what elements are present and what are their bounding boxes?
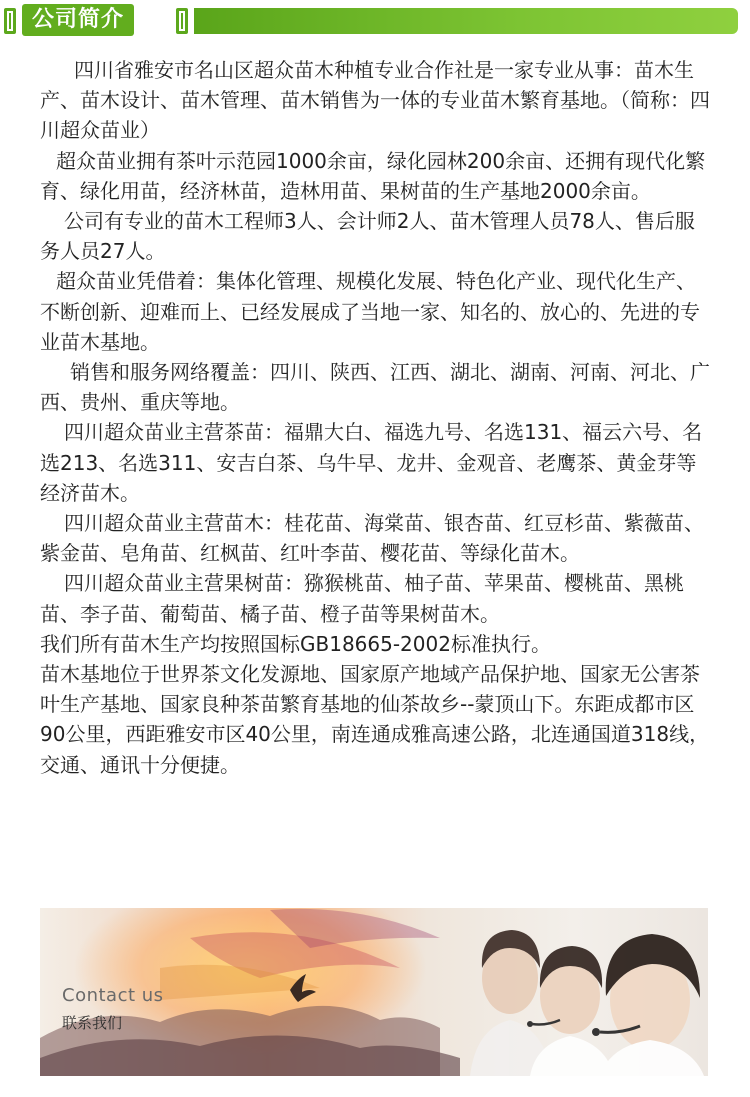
company-intro-text (40, 55, 712, 780)
header-left-marker (4, 8, 16, 34)
paragraph-strengths: 超众苗业凭借着：集体化管理、规模化发展、特色化产业、现代化生产、不断创新、迎难而上、已经发展成了当地一家、知名的、放心的、先进的专业苗木基地。 (40, 269, 700, 354)
contact-us-english: Contact us (62, 985, 164, 1006)
paragraph-tea-seedlings: 四川超众苗业主营茶苗：福鼎大白、福选九号、名选131、福云六号、名选213、名选311、安吉白茶、乌牛早、龙井、金观音、老鹰茶、黄金芽等经济苗木。 (40, 420, 703, 505)
paragraph-location: 苗木基地位于世界茶文化发源地、国家原产地域产品保护地、国家无公害茶叶生产基地、国家良种茶苗繁育基地的仙茶故乡--蒙顶山下。东距成都市区90公里，西距雅安市区40公里，南连通成雅高速公路，北连通国道318线，交通、通讯十分便捷。 (40, 662, 710, 777)
header-bar (194, 8, 738, 34)
paragraph-scale: 超众苗业拥有茶叶示范园1000余亩，绿化园林200余亩、还拥有现代化繁育、绿化用苗，经济林苗，造林用苗、果树苗的生产基地2000余亩。 (40, 148, 706, 203)
section-header (4, 4, 738, 36)
section-title: 公司简介 (22, 4, 134, 36)
header-right-marker (176, 8, 188, 34)
paragraph-fruit-trees: 四川超众苗业主营果树苗：猕猴桃苗、柚子苗、苹果苗、樱桃苗、黑桃苗、李子苗、葡萄苗、橘子苗、橙子苗等果树苗木。 (40, 571, 684, 626)
paragraph-standard: 我们所有苗木生产均按照国标GB18665-2002标准执行。 (40, 631, 551, 656)
paragraph-intro: 四川省雅安市名山区超众苗木种植专业合作社是一家专业从事：苗木生产、苗木设计、苗木管理、苗木销售为一体的专业苗木繁育基地。（简称：四川超众苗业） (40, 58, 710, 143)
paragraph-staff: 公司有专业的苗木工程师3人、会计师2人、苗木管理人员78人、售后服务人员27人。 (40, 209, 695, 264)
contact-us-chinese: 联系我们 (62, 1014, 123, 1032)
paragraph-coverage: 销售和服务网络覆盖：四川、陕西、江西、湖北、湖南、河南、河北、广西、贵州、重庆等地。 (40, 360, 710, 415)
paragraph-nursery-trees: 四川超众苗业主营苗木：桂花苗、海棠苗、银杏苗、红豆杉苗、紫薇苗、紫金苗、皂角苗、红枫苗、红叶李苗、樱花苗、等绿化苗木。 (40, 511, 704, 566)
contact-banner[interactable] (40, 908, 708, 1076)
